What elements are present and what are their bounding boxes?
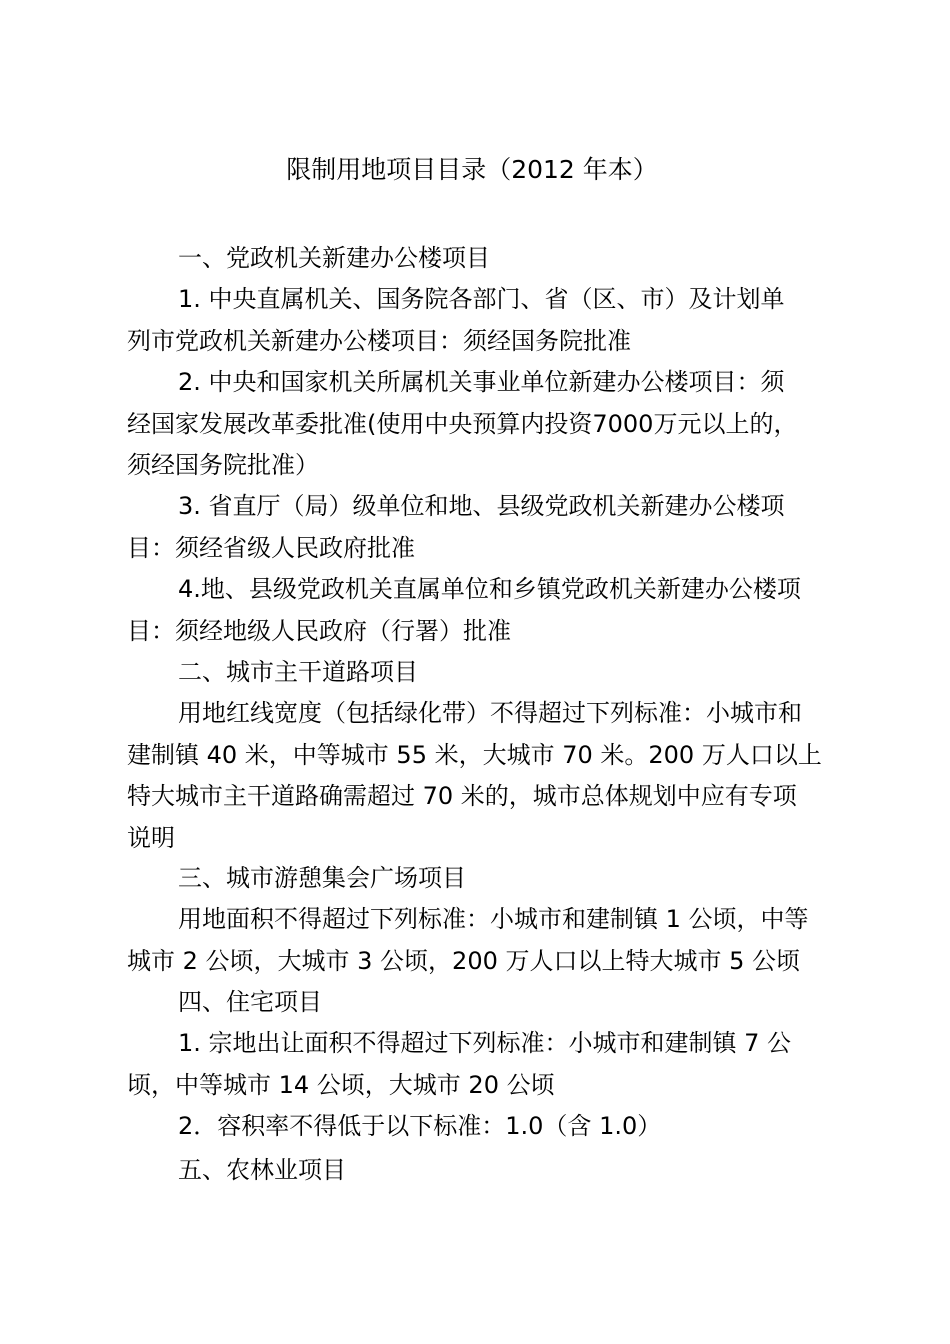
paragraph-line: 目：须经省级人民政府批准 — [127, 533, 415, 562]
paragraph-line: 2．容积率不得低于以下标准：1.0（含 1.0） — [178, 1112, 662, 1140]
section-heading-1: 一、党政机关新建办公楼项目 — [178, 244, 490, 272]
paragraph-3-1 — [127, 899, 837, 982]
paragraph-line: 列市党政机关新建办公楼项目：须经国务院批准 — [127, 326, 631, 355]
document-title: 限制用地项目目录（2012 年本） — [286, 155, 658, 184]
section-heading-5: 五、农林业项目 — [178, 1156, 346, 1184]
section-heading-3: 三、城市游憩集会广场项目 — [178, 864, 466, 892]
paragraph-line: 城市 2 公顷，大城市 3 公顷，200 万人口以上特大城市 5 公顷 — [127, 946, 801, 975]
paragraph-line: 建制镇 40 米，中等城市 55 米，大城市 70 米。200 万人口以上 — [127, 740, 822, 769]
paragraph-1-1 — [127, 279, 837, 362]
paragraph-line: 1. 中央直属机关、国务院各部门、省（区、市）及计划单 — [178, 285, 785, 313]
paragraph-4-1 — [127, 1023, 837, 1106]
paragraph-1-3 — [127, 486, 837, 569]
paragraph-line: 1. 宗地出让面积不得超过下列标准：小城市和建制镇 7 公 — [178, 1029, 792, 1057]
paragraph-line: 用地红线宽度（包括绿化带）不得超过下列标准：小城市和 — [178, 699, 802, 727]
paragraph-1-4 — [127, 569, 837, 652]
paragraph-2-1 — [127, 693, 837, 859]
paragraph-4-2 — [127, 1106, 837, 1148]
paragraph-line: 说明 — [127, 823, 175, 852]
paragraph-line: 2. 中央和国家机关所属机关事业单位新建办公楼项目：须 — [178, 368, 785, 396]
paragraph-line: 目：须经地级人民政府（行署）批准 — [127, 616, 511, 645]
paragraph-line: 4.地、县级党政机关直属单位和乡镇党政机关新建办公楼项 — [178, 575, 801, 603]
paragraph-line: 顷，中等城市 14 公顷，大城市 20 公顷 — [127, 1070, 555, 1099]
paragraph-line: 3. 省直厅（局）级单位和地、县级党政机关新建办公楼项 — [178, 492, 785, 520]
paragraph-line: 用地面积不得超过下列标准：小城市和建制镇 1 公顷，中等 — [178, 905, 809, 933]
paragraph-line: 特大城市主干道路确需超过 70 米的，城市总体规划中应有专项 — [127, 782, 797, 810]
paragraph-line: 须经国务院批准） — [127, 451, 319, 479]
section-heading-2: 二、城市主干道路项目 — [178, 658, 418, 686]
paragraph-1-2 — [127, 362, 837, 487]
paragraph-line: 经国家发展改革委批准(使用中央预算内投资7000万元以上的， — [127, 409, 798, 438]
section-heading-4: 四、住宅项目 — [178, 988, 322, 1016]
